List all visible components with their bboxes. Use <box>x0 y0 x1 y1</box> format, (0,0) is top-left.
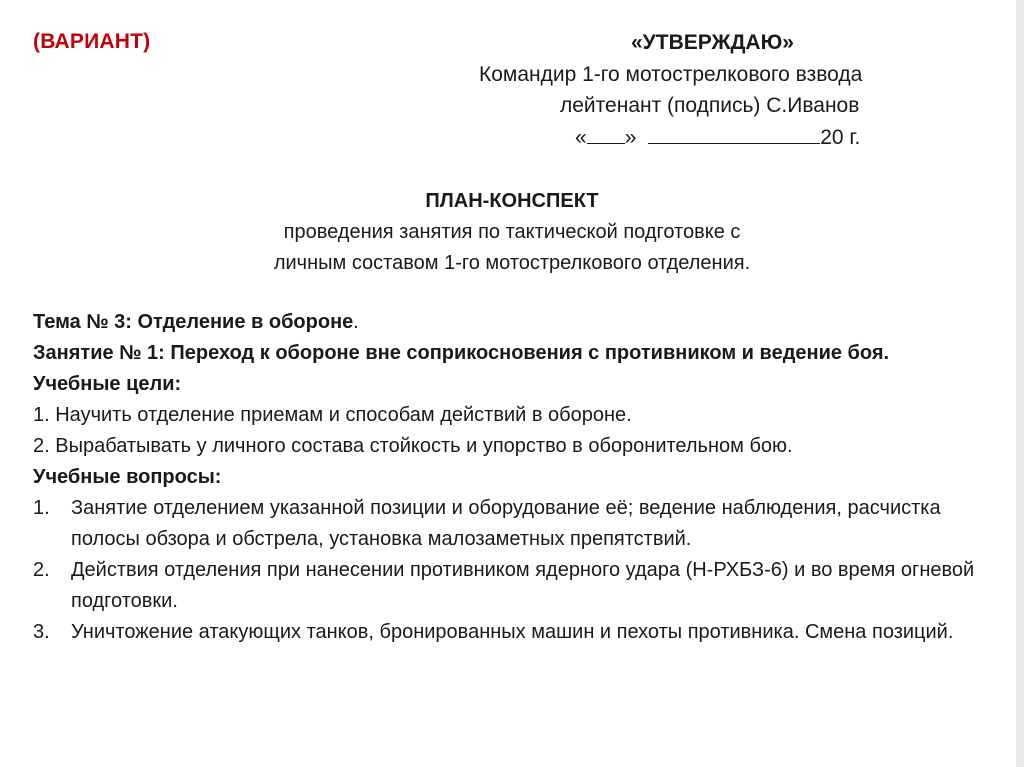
approval-signature: лейтенант (подпись) С.Иванов <box>560 94 860 117</box>
lesson-line: Занятие № 1: Переход к обороне вне соприкосновения с противником и ведение боя. <box>33 342 890 364</box>
topic-line <box>33 307 993 338</box>
approval-commander: Командир 1-го мотострелкового взвода <box>479 63 863 86</box>
document-heading <box>0 186 1024 279</box>
goal-item: 2. Вырабатывать у личного состава стойкость и упорство в оборонительном бою. <box>33 435 793 457</box>
heading-line-2: проведения занятия по тактической подготовке с <box>283 221 741 243</box>
heading-line-3: личным составом 1-го мотострелкового отделения. <box>273 252 751 274</box>
approval-title: «УТВЕРЖДАЮ» <box>631 31 794 54</box>
question-number: 3. <box>33 621 50 643</box>
question-item <box>33 617 993 648</box>
approval-date <box>575 123 860 153</box>
question-number: 2. <box>33 559 50 581</box>
document-title: ПЛАН-КОНСПЕКТ <box>425 190 599 212</box>
date-quote-open: « <box>575 126 587 149</box>
goals-heading: Учебные цели: <box>33 373 182 395</box>
month-blank <box>648 125 820 144</box>
question-number: 1. <box>33 497 50 519</box>
question-text: Уничтожение атакующих танков, бронированных машин и пехоты противника. Смена позиций. <box>71 621 954 643</box>
variant-label: (ВАРИАНТ) <box>33 30 151 53</box>
question-text: Занятие отделением указанной позиции и оборудование её; ведение наблюдения, расчистка полосы обзора и обстрела, установка малозаметных препятствий. <box>71 497 941 550</box>
topic-label: Тема № 3: Отделение в обороне <box>33 311 354 333</box>
question-item <box>33 493 993 555</box>
question-item <box>33 555 993 617</box>
slide-edge <box>1016 0 1024 767</box>
document-body <box>33 307 993 648</box>
goal-item: 1. Научить отделение приемам и способам действий в обороне. <box>33 404 632 426</box>
day-blank <box>587 125 625 144</box>
questions-heading: Учебные вопросы: <box>33 466 222 488</box>
date-year: 20 г. <box>820 126 861 149</box>
date-quote-close: » <box>624 126 637 149</box>
topic-suffix: . <box>353 311 359 333</box>
question-text: Действия отделения при нанесении противником ядерного удара (Н-РХБЗ-6) и во время огневой подготовки. <box>71 559 975 612</box>
